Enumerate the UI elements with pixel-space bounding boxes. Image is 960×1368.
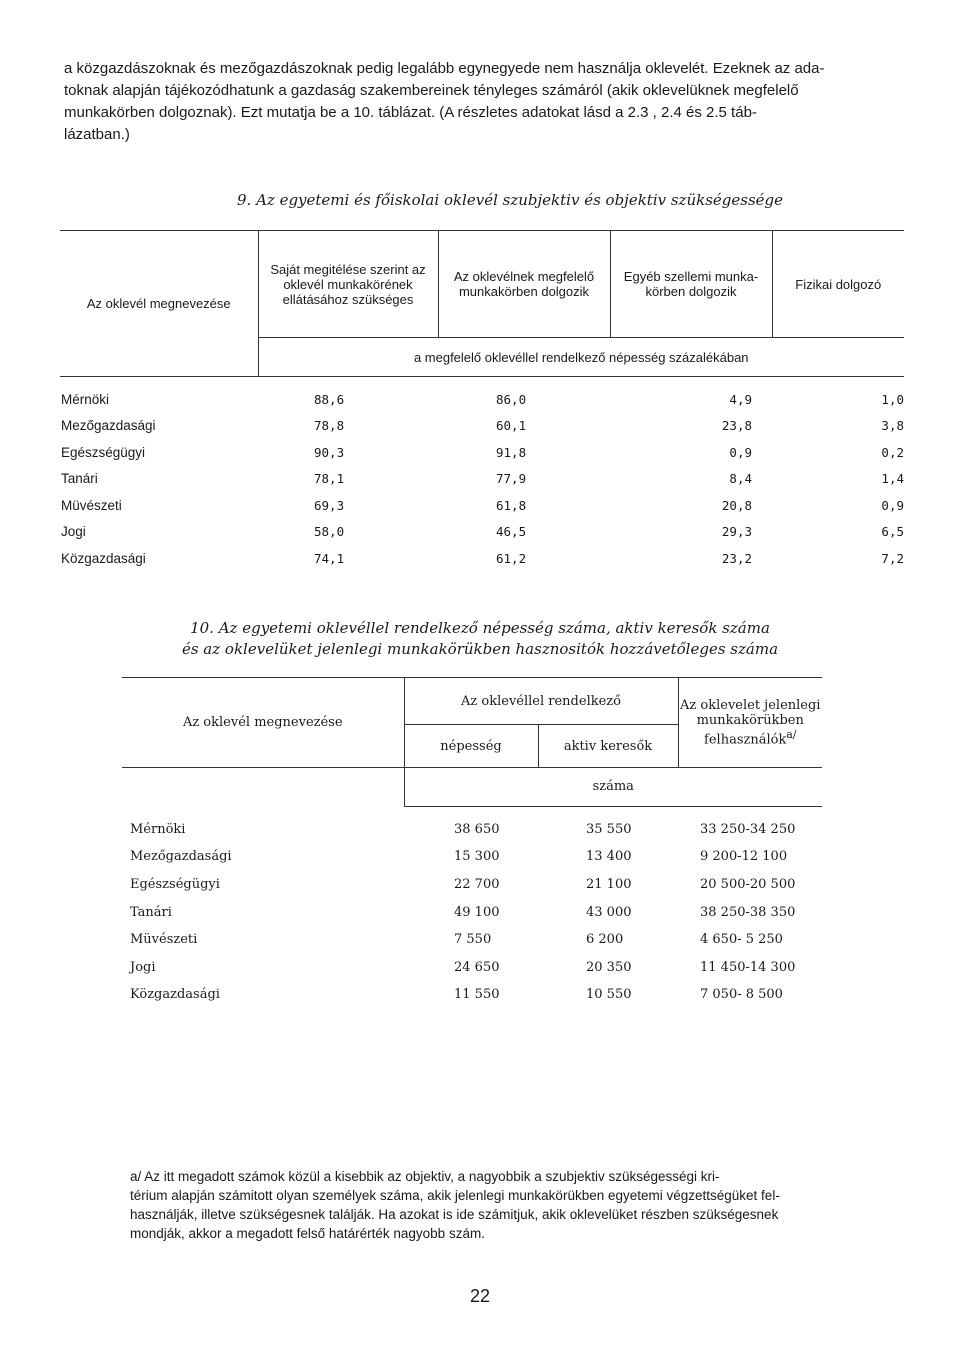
- footnote-line: a/ Az itt megadott számok közül a kisebbik az objektiv, a nagyobbik a szubjektiv szükségességi kri-: [130, 1169, 720, 1184]
- row-name: Egészségügyi: [61, 444, 146, 460]
- table9-header-physical: Fizikai dolgozó: [772, 231, 904, 338]
- table-row: [122, 981, 822, 1009]
- table10-caption-line: és az oklevelüket jelenlegi munkakörükben hasznositók hozzávetőleges száma: [181, 640, 779, 658]
- cell: 38 250-38 350: [700, 904, 796, 920]
- cell: 35 550: [586, 821, 632, 837]
- cell: 22 700: [454, 876, 500, 892]
- table9: [60, 230, 904, 572]
- cell: 11 450-14 300: [700, 959, 796, 975]
- table10-header-active: aktiv keresők: [538, 725, 678, 768]
- table-row: [60, 439, 904, 466]
- table10-header-used: [678, 678, 822, 768]
- row-name: Tanári: [130, 904, 172, 920]
- cell: 6,5: [881, 524, 904, 540]
- table-row: [122, 953, 822, 981]
- table-row: [122, 926, 822, 954]
- cell: 60,1: [496, 418, 527, 434]
- cell: 6 200: [586, 932, 624, 948]
- footnote-line: használják, illetve szükségesnek találják. Ha azokat is ide számitjuk, akik oklevelüket részben szükségesnek: [130, 1207, 779, 1222]
- row-name: Egészségügyi: [130, 876, 220, 892]
- cell: 0,2: [881, 444, 904, 460]
- cell: 38 650: [454, 821, 500, 837]
- cell: 46,5: [496, 524, 527, 540]
- table10: [122, 677, 822, 1009]
- cell: 24 650: [454, 959, 500, 975]
- cell: 4,9: [729, 391, 752, 407]
- table-row: [122, 843, 822, 871]
- cell: 20 500-20 500: [700, 876, 796, 892]
- table10-header-used-text: Az oklevelet jelenlegi munkakörükben felhasználók: [680, 697, 821, 748]
- table-row: [60, 545, 904, 572]
- footnote-marker: a/: [786, 727, 797, 741]
- intro-line: munkakörben dolgoznak). Ezt mutatja be a 10. táblázat. (A részletes adatokat lásd a 2.3 , 2.4 és 2.5 táb-: [64, 104, 757, 121]
- table9-header-subjective: Saját megitélése szerint az oklevél munkakörének ellátásához szükséges: [258, 231, 438, 338]
- cell: 15 300: [454, 849, 500, 865]
- cell: 88,6: [314, 391, 345, 407]
- table-row: [60, 377, 904, 413]
- cell: 10 550: [586, 987, 632, 1003]
- cell: 78,8: [314, 418, 345, 434]
- page-number: 22: [469, 1286, 491, 1306]
- cell: 23,2: [721, 550, 752, 566]
- table9-header-matching: Az oklevélnek megfelelő munkakörben dolgozik: [438, 231, 610, 338]
- row-name: Mérnöki: [61, 391, 110, 407]
- cell: 78,1: [314, 471, 345, 487]
- table-row: [122, 871, 822, 899]
- intro-line: toknak alapján tájékozódhatunk a gazdaság szakembereinek tényleges számáról (akik oklevelüknek megfelelő: [64, 82, 799, 99]
- cell: 91,8: [496, 444, 527, 460]
- cell: 61,8: [496, 497, 527, 513]
- table9-unit: a megfelelő oklevéllel rendelkező népesség százalékában: [258, 338, 904, 377]
- cell: 4 650- 5 250: [700, 932, 783, 948]
- row-name: Müvészeti: [61, 497, 122, 513]
- table-row: [60, 519, 904, 546]
- row-name: Közgazdasági: [130, 987, 220, 1003]
- cell: 43 000: [586, 904, 632, 920]
- cell: 20 350: [586, 959, 632, 975]
- cell: 49 100: [454, 904, 500, 920]
- table-row: [60, 466, 904, 493]
- cell: 1,0: [881, 391, 904, 407]
- cell: 8,4: [729, 471, 752, 487]
- row-name: Jogi: [130, 959, 156, 975]
- cell: 21 100: [586, 876, 632, 892]
- cell: 77,9: [496, 471, 527, 487]
- table10-header-pop: népesség: [404, 725, 538, 768]
- row-name: Mérnöki: [130, 821, 186, 837]
- row-name: Mezőgazdasági: [61, 418, 156, 434]
- intro-line: lázatban.): [64, 126, 130, 143]
- cell: 61,2: [496, 550, 527, 566]
- table9-caption: 9. Az egyetemi és főiskolai oklevél szubjektiv és objektiv szükségessége: [236, 191, 784, 209]
- table-row: [122, 898, 822, 926]
- table9-header-other: Egyéb szellemi munka-körben dolgozik: [610, 231, 772, 338]
- cell: 7 550: [454, 932, 492, 948]
- table-row: [122, 806, 822, 843]
- cell: 11 550: [454, 987, 500, 1003]
- cell: 33 250-34 250: [700, 821, 796, 837]
- cell: 7,2: [881, 550, 904, 566]
- cell: 29,3: [721, 524, 752, 540]
- cell: 9 200-12 100: [700, 849, 788, 865]
- cell: 69,3: [314, 497, 345, 513]
- row-name: Tanári: [61, 471, 98, 487]
- table10-caption-line: 10. Az egyetemi oklevéllel rendelkező népesség száma, aktiv keresők száma: [190, 619, 770, 637]
- cell: 90,3: [314, 444, 345, 460]
- cell: 3,8: [881, 418, 904, 434]
- cell: 58,0: [314, 524, 345, 540]
- row-name: Jogi: [61, 524, 86, 540]
- row-name: Közgazdasági: [61, 550, 146, 566]
- cell: 1,4: [881, 471, 904, 487]
- cell: 0,9: [881, 497, 904, 513]
- table-row: [60, 413, 904, 440]
- table10-caption: [120, 618, 840, 660]
- table-row: [60, 492, 904, 519]
- cell: 7 050- 8 500: [700, 987, 783, 1003]
- table10-header-group: Az oklevéllel rendelkező: [404, 678, 678, 725]
- intro-paragraph: [64, 58, 904, 146]
- cell: 13 400: [586, 849, 632, 865]
- cell: 86,0: [496, 391, 527, 407]
- footnote: [130, 1167, 900, 1243]
- row-name: Mezőgazdasági: [130, 849, 232, 865]
- cell: 0,9: [729, 444, 752, 460]
- footnote-line: mondják, akkor a megadott felső határérték nagyobb szám.: [130, 1226, 485, 1241]
- cell: 74,1: [314, 550, 345, 566]
- table9-header-name: Az oklevél megnevezése: [60, 231, 258, 377]
- cell: 23,8: [721, 418, 752, 434]
- table10-header-count: száma: [404, 768, 822, 807]
- cell: 20,8: [721, 497, 752, 513]
- table10-header-name: Az oklevél megnevezése: [122, 678, 404, 768]
- row-name: Müvészeti: [130, 932, 198, 948]
- intro-line: a közgazdászoknak és mezőgazdászoknak pedig legalább egynegyede nem használja oklevelét. Ezeknek az ada-: [64, 60, 825, 77]
- footnote-line: térium alapján számitott olyan személyek száma, akik jelenlegi munkakörükben egyetemi végzettségüket fel-: [130, 1188, 780, 1203]
